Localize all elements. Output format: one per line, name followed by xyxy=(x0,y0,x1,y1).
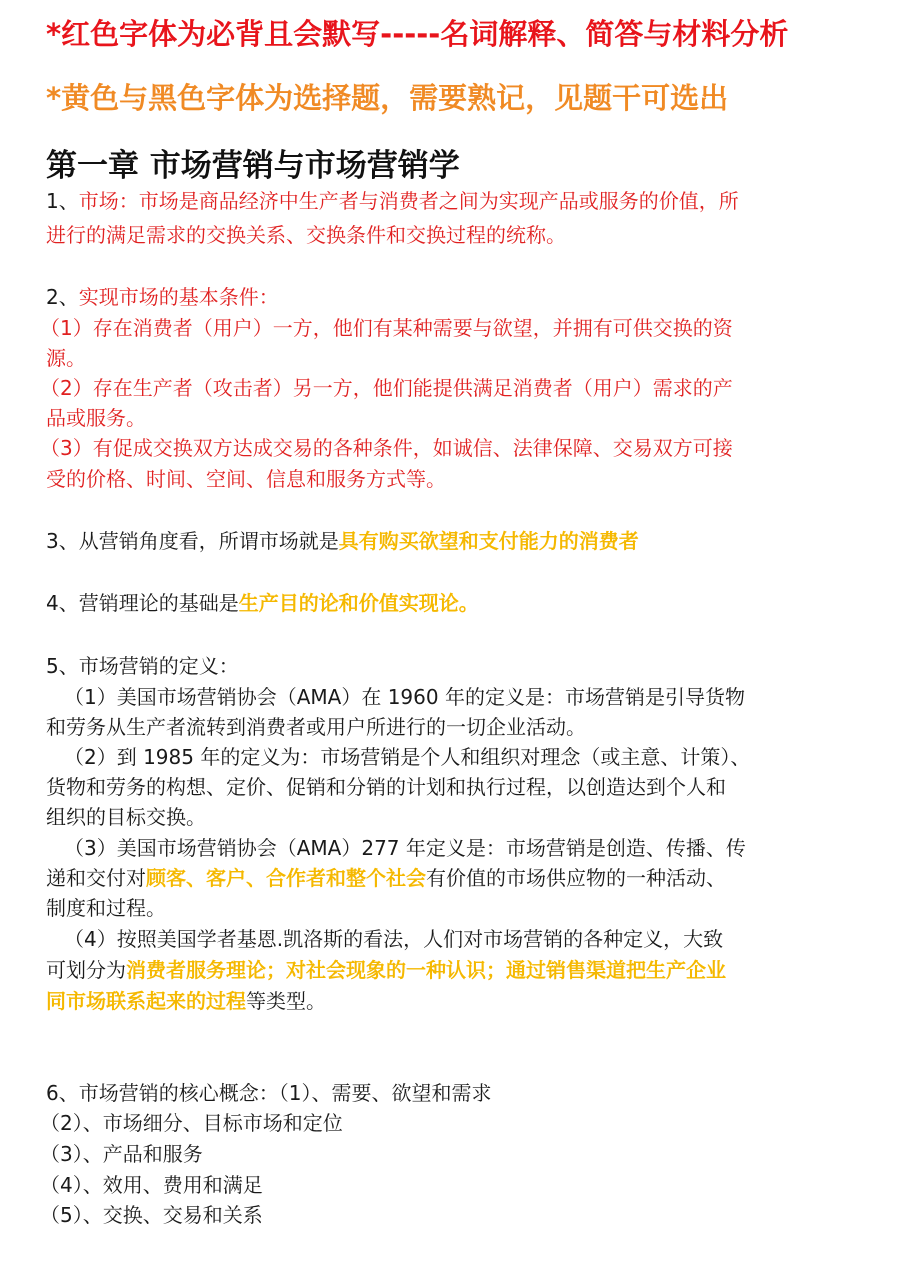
item1-line1 xyxy=(46,186,739,216)
item5-def4 xyxy=(46,955,726,985)
item5-title: 5、市场营销的定义： xyxy=(46,654,239,678)
item2-line: （2）存在生产者（攻击者）另一方，他们能提供满足消费者（用户）需求的产 xyxy=(40,376,733,400)
item2-line: 受的价格、时间、空间、信息和服务方式等。 xyxy=(46,467,446,491)
item5-def3 xyxy=(46,863,726,893)
item5-def1: 和劳务从生产者流转到消费者或用户所进行的一切企业活动。 xyxy=(46,715,586,739)
item3-highlight: 具有购买欲望和支付能力的消费者 xyxy=(338,529,639,553)
item2-title-text: 实现市场的基本条件： xyxy=(78,285,279,309)
item2-number: 2、 xyxy=(46,285,79,309)
item3 xyxy=(46,526,639,556)
item5-def3-highlight: 顾客、客户、合作者和整个社会 xyxy=(146,866,426,890)
item6-line: （3）、产品和服务 xyxy=(40,1142,203,1166)
item5-def3-text: 递和交付对 xyxy=(46,866,146,890)
item4-prefix: 4、营销理论的基础是 xyxy=(46,591,239,615)
item1-line2: 进行的满足需求的交换关系、交换条件和交换过程的统称。 xyxy=(46,223,566,247)
item5-def4-highlight: 同市场联系起来的过程 xyxy=(46,989,246,1013)
item2-line: 源。 xyxy=(46,346,86,370)
item2-line: 品或服务。 xyxy=(46,406,146,430)
item4-highlight: 生产目的论和价值实现论 xyxy=(238,591,459,615)
item6-line: （2）、市场细分、目标市场和定位 xyxy=(40,1111,343,1135)
item4 xyxy=(46,588,479,618)
item5-def4: （4）按照美国学者基恩.凯洛斯的看法，人们对市场营销的各种定义，大致 xyxy=(64,927,724,951)
item5-def4 xyxy=(46,986,326,1016)
item6-line: （4）、效用、费用和满足 xyxy=(40,1173,263,1197)
item5-def2: （2）到 1985 年的定义为：市场营销是个人和组织对理念（或主意、计策）、 xyxy=(64,745,751,769)
item5-def3-text: 有价值的市场供应物的一种活动、 xyxy=(426,866,726,890)
item5-def3: （3）美国市场营销协会（AMA）277 年定义是：市场营销是创造、传播、传 xyxy=(64,836,746,860)
item3-prefix: 3、从营销角度看，所谓市场就是 xyxy=(46,529,339,553)
item2-line: （1）存在消费者（用户）一方，他们有某种需要与欲望，并拥有可供交换的资 xyxy=(40,316,733,340)
note-yellow: *黄色与黑色字体为选择题，需要熟记，见题干可选出 xyxy=(46,81,729,115)
item6-line: （5）、交换、交易和关系 xyxy=(40,1203,263,1227)
item5-def3: 制度和过程。 xyxy=(46,896,166,920)
item6-title: 6、市场营销的核心概念：（1）、需要、欲望和需求 xyxy=(46,1081,492,1105)
item5-def4-highlight: 消费者服务理论；对社会现象的一种认识；通过销售渠道把生产企业 xyxy=(126,958,726,982)
item5-def4-text: 可划分为 xyxy=(46,958,126,982)
item2-line: （3）有促成交换双方达成交易的各种条件，如诚信、法律保障、交易双方可接 xyxy=(40,436,733,460)
item5-def2: 货物和劳务的构想、定价、促销和分销的计划和执行过程，以创造达到个人和 xyxy=(46,775,726,799)
item2-title xyxy=(46,282,279,312)
item1-text: 市场：市场是商品经济中生产者与消费者之间为实现产品或服务的价值，所 xyxy=(78,189,739,213)
item5-def1: （1）美国市场营销协会（AMA）在 1960 年的定义是：市场营销是引导货物 xyxy=(64,685,745,709)
item4-suffix: 。 xyxy=(458,591,479,615)
item1-number: 1、 xyxy=(46,189,79,213)
item5-def2: 组织的目标交换。 xyxy=(46,805,206,829)
item5-def4-text: 等类型。 xyxy=(246,989,326,1013)
note-red: *红色字体为必背且会默写-----名词解释、简答与材料分析 xyxy=(46,17,789,51)
chapter-title: 第一章 市场营销与市场营销学 xyxy=(46,148,460,184)
